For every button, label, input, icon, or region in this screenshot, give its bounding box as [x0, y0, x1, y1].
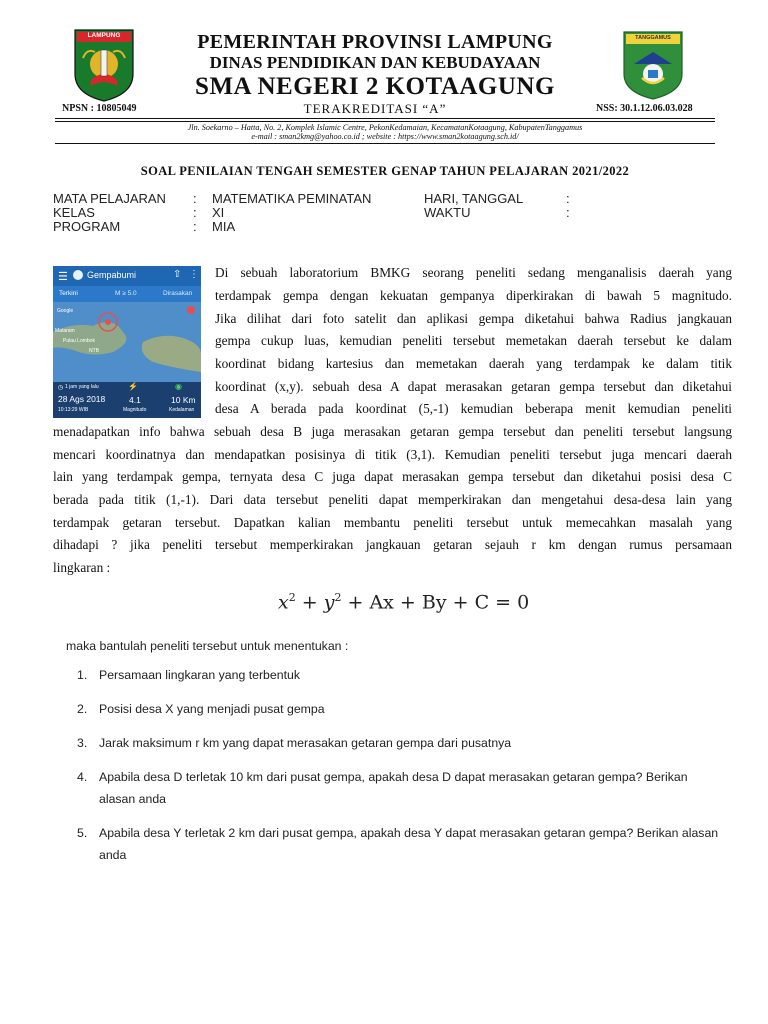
info-sep: :: [193, 205, 197, 220]
share-icon: ⇧: [173, 269, 182, 280]
question-number: 2.: [77, 702, 88, 716]
header-rule-second: [55, 121, 715, 122]
paragraph-line: terdampak getaran tersebut. Dapatkan kalian membantu peneliti tersebut untuk memecahkan masalah yang: [53, 515, 732, 530]
lampung-logo: [73, 28, 135, 102]
paragraph-line: lingkaran :: [53, 560, 111, 575]
bmkg-icon: [73, 270, 83, 280]
map-label-ntb: NTB: [89, 348, 99, 354]
lampung-logo-text: LAMPUNG: [87, 32, 121, 39]
tab-terkini: Terkini: [59, 290, 78, 297]
app-title: Gempabumi: [87, 270, 137, 280]
info-sep: :: [193, 219, 197, 234]
quake-date: 28 Ags 2018: [58, 394, 106, 404]
question-text: Posisi desa X yang menjadi pusat gempa: [99, 702, 325, 716]
npsn-label: NPSN : 10805049: [62, 103, 137, 114]
question-number: 4.: [77, 770, 88, 784]
time-ago: 1 jam yang lalu: [65, 384, 99, 390]
paragraph-line: mencari koordinatnya dan mendapatkan posisinya di titik (3,1). Kemudian peneliti tersebut juga mencari daerah: [53, 447, 732, 462]
question-number: 3.: [77, 736, 88, 750]
satellite-map: [53, 302, 201, 382]
question-number: 5.: [77, 826, 88, 840]
earthquake-app-screenshot: [53, 266, 201, 418]
tab-dirasakan: Dirasakan: [163, 290, 193, 297]
formula-x: x: [278, 591, 289, 614]
header-rule-top: [55, 118, 715, 119]
title-school: SMA NEGERI 2 KOTAAGUNG: [195, 73, 555, 100]
info-sep: :: [566, 205, 570, 220]
formula-exp: 2: [288, 591, 296, 604]
tab-magnitude: M ≥ 5.0: [115, 290, 137, 297]
formula-rest: + Ax + By + C = 0: [347, 591, 530, 614]
info-value-subject: MATEMATIKA PEMINATAN: [212, 191, 372, 206]
magnitude-value: 4.1: [129, 395, 141, 405]
formula-exp: 2: [334, 591, 342, 604]
info-label-time: WAKTU: [424, 205, 471, 220]
paragraph-line: lain yang terdampak gempa, ternyata desa C juga dapat merasakan gempa tersebut dan diketahui posisi desa C: [53, 469, 732, 484]
question-text: Jarak maksimum r km yang dapat merasakan getaran gempa dari pusatnya: [99, 736, 512, 750]
exam-title: SOAL PENILAIAN TENGAH SEMESTER GENAP TAHUN PELAJARAN 2021/2022: [140, 164, 630, 178]
tanggamus-logo: [622, 30, 684, 100]
map-label-google: Google: [57, 308, 74, 314]
map-label-mataram: Mataram: [55, 328, 75, 334]
paragraph-line: desa A berada pada koordinat (5,-1) kemudian beberapa menit kemudian peneliti: [215, 401, 732, 416]
depth-label: Kedalaman: [169, 407, 195, 413]
app-tabs: [53, 286, 201, 302]
paragraph-line: berada pada titik (1,-1). Dari data tersebut peneliti dapat memperkirakan dan mengetahui desa-desa lain yang: [53, 492, 732, 507]
question-text: Apabila desa Y terletak 2 km dari pusat gempa, apakah desa Y dapat merasakan getaran gempa? Berikan alasan anda: [99, 826, 719, 862]
formula-y: y: [323, 591, 335, 614]
menu-icon: ☰: [58, 271, 68, 283]
magnitude-icon: ⚡: [128, 382, 138, 391]
school-contact: e-mail : sman2kmg@yahoo.co.id ; website : https://www.sman2kotaagung.sch.id/: [251, 132, 519, 141]
magnitude-label: Magnitudo: [123, 407, 147, 413]
info-label-date: HARI, TANGGAL: [424, 191, 524, 206]
quake-summary: [53, 382, 201, 418]
paragraph-line: menadapatkan info bahwa sebuah desa B juga merasakan getaran gempa tersebut dan peneliti tersebut langsung: [53, 424, 732, 439]
info-label-program: PROGRAM: [53, 219, 121, 234]
info-sep: :: [566, 191, 570, 206]
circle-equation: $x^2 + y^2 + Ax + By + C = 0$: [278, 591, 530, 614]
app-bar: [53, 266, 201, 286]
paragraph-line: koordinat (x,y). sebuah desa A dapat merasakan getaran gempa tersebut dan diketahui: [215, 379, 732, 394]
info-label-class: KELAS: [53, 205, 95, 220]
question-text: Apabila desa D terletak 10 km dari pusat gempa, apakah desa D dapat merasakan getaran gempa? Berikan alasan anda: [99, 770, 688, 806]
question-number: 1.: [77, 668, 88, 682]
info-sep: :: [193, 191, 197, 206]
nss-label: NSS: 30.1.12.06.03.028: [596, 103, 693, 114]
header-rule-bottom: [55, 143, 715, 144]
title-department: DINAS PENDIDIKAN DAN KEBUDAYAAN: [209, 53, 541, 72]
info-value-program: MIA: [212, 219, 236, 234]
more-icon: ⋮: [189, 269, 199, 280]
paragraph-line: Di sebuah laboratorium BMKG seorang peneliti sedang menganalisis daerah yang: [215, 265, 732, 280]
clock-icon: ◷: [58, 385, 64, 391]
title-province: PEMERINTAH PROVINSI LAMPUNG: [197, 31, 553, 53]
depth-value: 10 Km: [171, 395, 196, 405]
paragraph-line: dihadapi ? jika peneliti tersebut memperkirakan jangkauan getaran sejauh r km dengan rumus persamaan: [53, 537, 732, 552]
map-label-lombok: Pulau Lombok: [63, 338, 95, 344]
paragraph-line: terdampak gempa dengan kekuatan gempanya diperkirakan di bawah 5 magnitudo.: [215, 288, 732, 303]
accreditation-label: TERAKREDITASI “A”: [303, 101, 447, 116]
tanggamus-logo-text: TANGGAMUS: [635, 35, 671, 41]
info-value-class: XI: [212, 205, 225, 220]
quake-time: 10:13:29 WIB: [58, 407, 89, 413]
questions-intro: maka bantulah peneliti tersebut untuk menentukan :: [66, 639, 349, 653]
question-text: Persamaan lingkaran yang terbentuk: [99, 668, 300, 682]
paragraph-line: Jika dilihat dari foto satelit dan aplikasi gempa diketahui bahwa Radius jangkauan: [215, 311, 732, 326]
paragraph-line: gempa cukup luas, kemudian peneliti tersebut memetakan daerah tersebut ke dalam: [215, 333, 732, 348]
paragraph-line: koordinat bidang kartesius dan memetakan daerah yang terdampak ke dalam titik: [215, 356, 732, 371]
info-label-subject: MATA PELAJARAN: [53, 191, 166, 206]
depth-icon: ◉: [175, 382, 182, 391]
school-address: Jln. Soekarno – Hatta, No. 2, Komplek Islamic Centre, PekonKedamaian, KecamatanKotaagung, KabupatenTanggamus: [187, 123, 583, 132]
